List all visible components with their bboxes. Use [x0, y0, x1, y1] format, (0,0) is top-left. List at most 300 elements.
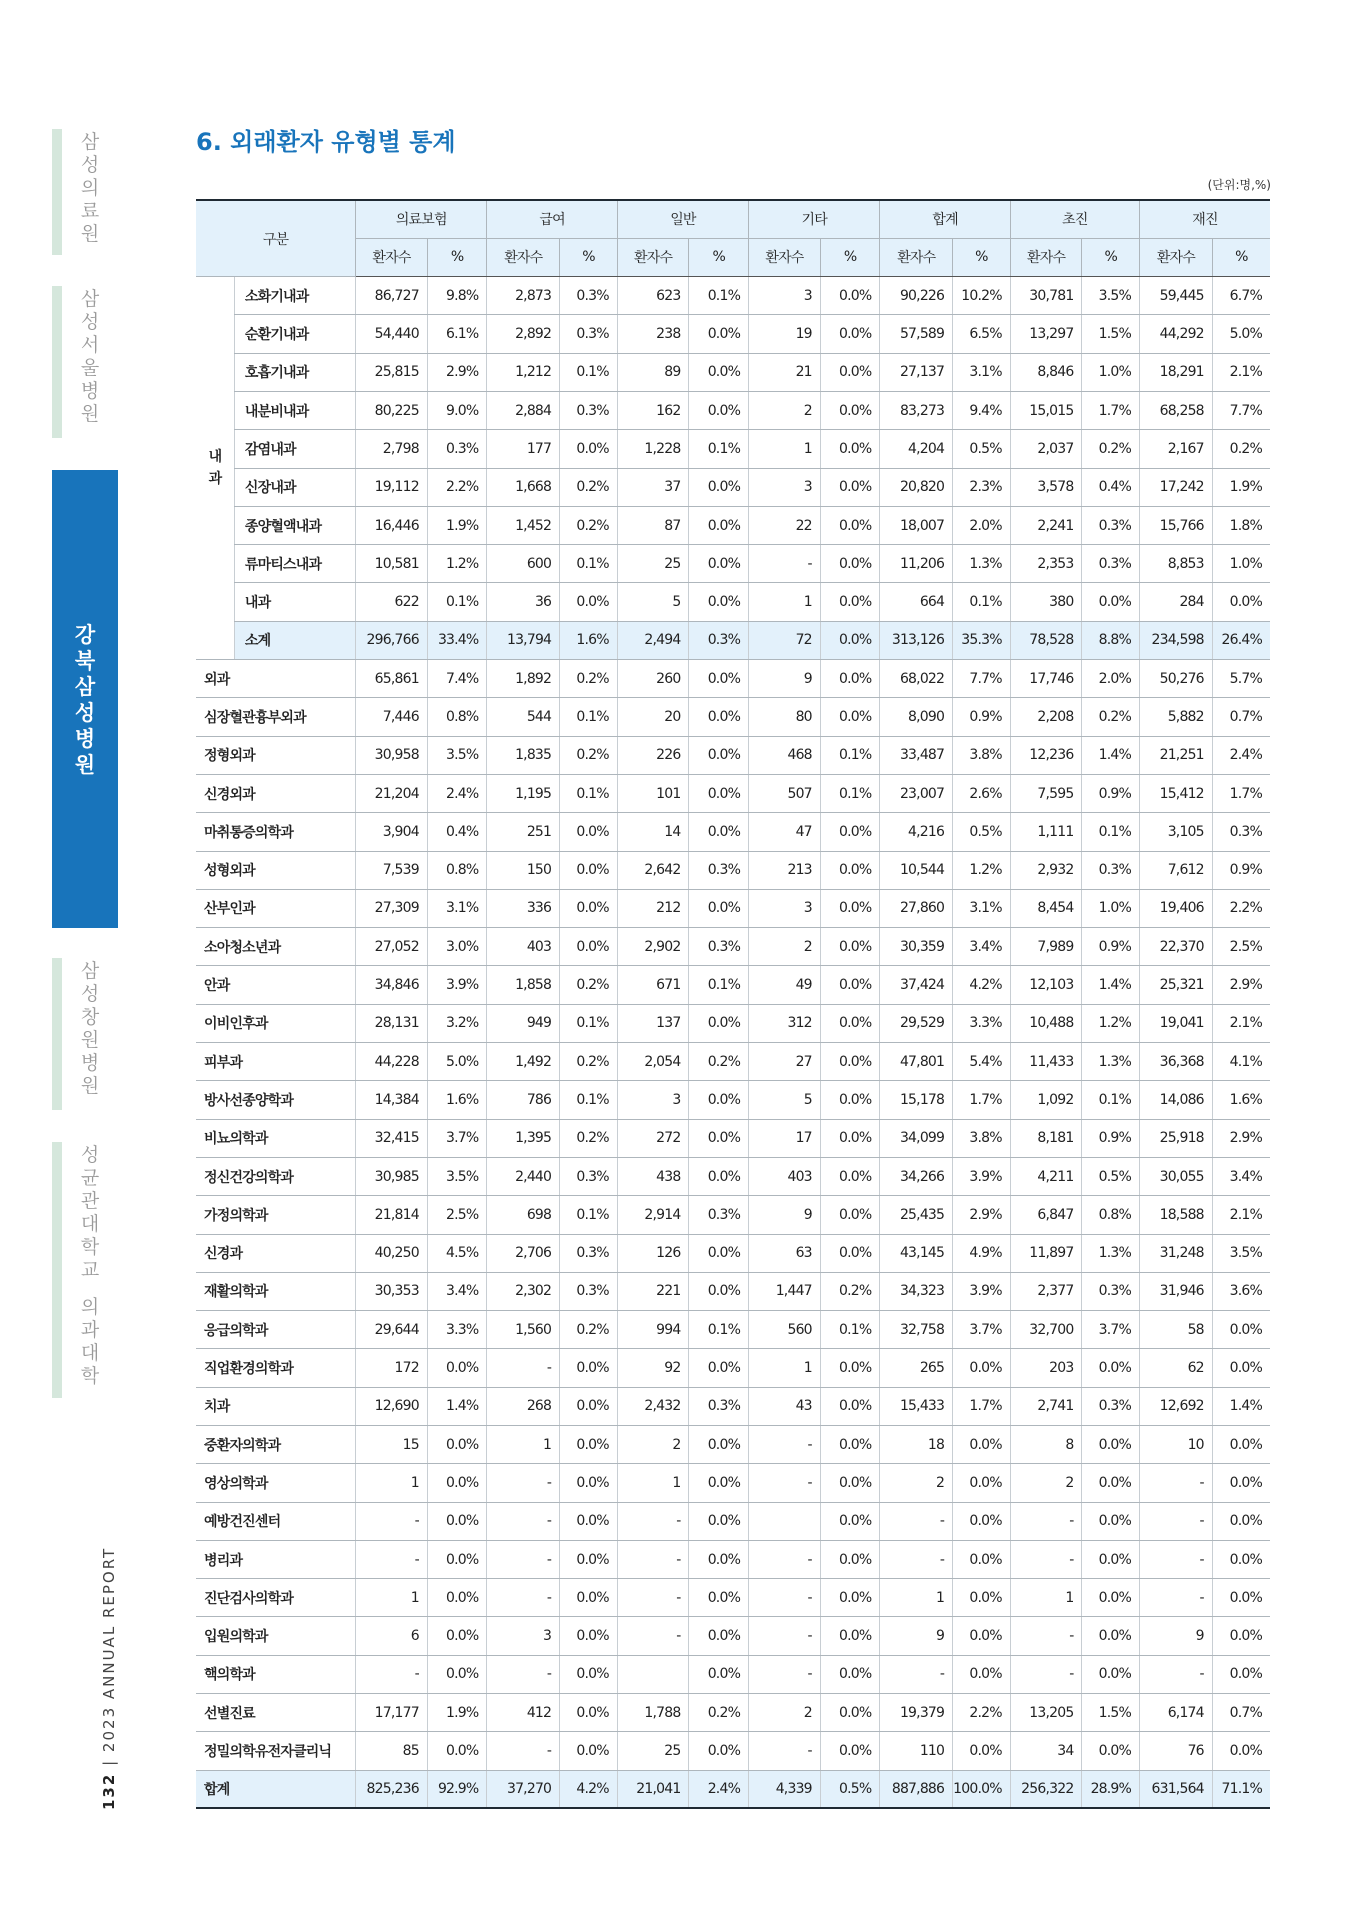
cell-count: 14,086 [1140, 1081, 1213, 1119]
nav-item-kangbuk-samsung-hospital[interactable] [52, 470, 118, 928]
cell-count: 1 [749, 430, 821, 468]
table-body [196, 277, 1270, 1809]
cell-count: 284 [1140, 583, 1213, 621]
header-patient-count: 환자수 [356, 238, 428, 276]
cell-count: 37,270 [487, 1770, 560, 1808]
cell-percent: 0.0% [689, 1272, 749, 1310]
cell-count: 89 [617, 353, 689, 391]
cell-count: 177 [487, 430, 560, 468]
cell-count: 44,292 [1140, 315, 1213, 353]
table-row [196, 851, 1270, 889]
footer-separator: | [100, 1758, 118, 1766]
cell-percent: 1.3% [1082, 1234, 1140, 1272]
cell-count: 110 [880, 1732, 953, 1770]
row-label: 성형외과 [196, 851, 356, 889]
nav-item-label: 삼 성 창 원 병 원 [80, 960, 100, 1097]
page-title: 6. 외래환자 유형별 통계 [196, 128, 456, 156]
cell-percent: 0.0% [820, 1464, 880, 1502]
cell-count: 2,440 [487, 1157, 560, 1195]
cell-count: 825,236 [356, 1770, 428, 1808]
table-row [196, 1119, 1270, 1157]
row-label: 호흡기내과 [234, 353, 355, 391]
cell-count: 203 [1010, 1349, 1082, 1387]
row-label: 직업환경의학과 [196, 1349, 356, 1387]
cell-count: 12,236 [1010, 736, 1082, 774]
cell-percent: 0.0% [1082, 1426, 1140, 1464]
cell-percent: 0.3% [1082, 851, 1140, 889]
cell-percent: 0.8% [427, 851, 487, 889]
cell-percent: 71.1% [1212, 1770, 1270, 1808]
cell-percent: 0.0% [953, 1464, 1011, 1502]
cell-percent: 0.0% [820, 1043, 880, 1081]
cell-count: 212 [617, 889, 689, 927]
cell-percent: 0.0% [689, 1081, 749, 1119]
cell-count: 65,861 [356, 660, 428, 698]
cell-percent: 0.3% [1212, 813, 1270, 851]
cell-percent: 0.0% [1212, 1426, 1270, 1464]
cell-count: 1,212 [487, 353, 560, 391]
row-label: 정신건강의학과 [196, 1157, 356, 1195]
nav-item-label: 삼 성 서 울 병 원 [80, 288, 100, 425]
cell-count: 50,276 [1140, 660, 1213, 698]
cell-percent: 0.0% [1082, 1579, 1140, 1617]
nav-item-samsung-seoul-hospital[interactable] [52, 286, 118, 438]
cell-percent: 0.0% [1082, 583, 1140, 621]
header-group: 합계 [880, 200, 1010, 238]
cell-count: 3,105 [1140, 813, 1213, 851]
cell-percent: 0.2% [560, 1119, 618, 1157]
cell-count: 4,211 [1010, 1157, 1082, 1195]
cell-percent: 0.1% [689, 430, 749, 468]
cell-percent: 4.2% [953, 966, 1011, 1004]
nav-item-skku-medicine[interactable] [52, 1142, 118, 1398]
cell-count: 13,205 [1010, 1694, 1082, 1732]
cell-percent: 0.0% [689, 1579, 749, 1617]
cell-percent: 0.0% [820, 1157, 880, 1195]
cell-percent: 0.3% [1082, 1272, 1140, 1310]
cell-count: 8,181 [1010, 1119, 1082, 1157]
cell-count: 10,544 [880, 851, 953, 889]
cell-count: 1,788 [617, 1694, 689, 1732]
row-label: 진단검사의학과 [196, 1579, 356, 1617]
cell-percent: 3.9% [953, 1157, 1011, 1195]
cell-count: 7,612 [1140, 851, 1213, 889]
cell-percent: 7.7% [1212, 391, 1270, 429]
cell-count: 887,886 [880, 1770, 953, 1808]
row-label: 소계 [234, 621, 355, 659]
cell-percent: 26.4% [1212, 621, 1270, 659]
cell-count: 631,564 [1140, 1770, 1213, 1808]
cell-percent: 0.1% [953, 583, 1011, 621]
table-row [196, 966, 1270, 1004]
cell-count: 25,321 [1140, 966, 1213, 1004]
cell-percent: 3.3% [427, 1311, 487, 1349]
cell-percent: 0.9% [953, 698, 1011, 736]
table-row [196, 1617, 1270, 1655]
cell-count: - [1010, 1502, 1082, 1540]
table-row [196, 545, 1270, 583]
row-label: 정밀의학유전자클리닉 [196, 1732, 356, 1770]
cell-count: 126 [617, 1234, 689, 1272]
cell-percent: 0.0% [689, 1157, 749, 1195]
cell-count: 1,560 [487, 1311, 560, 1349]
table-header [196, 200, 1270, 277]
cell-count: 8,090 [880, 698, 953, 736]
cell-count: 57,589 [880, 315, 953, 353]
cell-count: 2,798 [356, 430, 428, 468]
cell-count: - [749, 1579, 821, 1617]
cell-count: - [749, 1426, 821, 1464]
cell-count: 994 [617, 1311, 689, 1349]
cell-count: - [749, 1464, 821, 1502]
cell-count: 31,248 [1140, 1234, 1213, 1272]
cell-percent: 0.1% [689, 966, 749, 1004]
cell-count: 25,815 [356, 353, 428, 391]
cell-count: 2,241 [1010, 506, 1082, 544]
cell-percent: 0.0% [689, 353, 749, 391]
cell-count: 1,111 [1010, 813, 1082, 851]
cell-percent: 0.0% [953, 1732, 1011, 1770]
cell-count: 19 [749, 315, 821, 353]
cell-percent: 0.0% [560, 1579, 618, 1617]
cell-count: 2,706 [487, 1234, 560, 1272]
row-label: 안과 [196, 966, 356, 1004]
cell-count: 43,145 [880, 1234, 953, 1272]
cell-percent: 0.9% [1082, 1119, 1140, 1157]
nav-item-samsung-changwon-hospital[interactable] [52, 958, 118, 1110]
row-label: 순환기내과 [234, 315, 355, 353]
cell-count: 468 [749, 736, 821, 774]
cell-count: 296,766 [356, 621, 428, 659]
cell-percent: 0.4% [427, 813, 487, 851]
row-label: 영상의학과 [196, 1464, 356, 1502]
table-row [196, 1157, 1270, 1195]
cell-count: 17 [749, 1119, 821, 1157]
outpatient-statistics-table-wrapper [196, 199, 1270, 1809]
cell-count: 2,054 [617, 1043, 689, 1081]
cell-percent: 0.9% [1082, 774, 1140, 812]
row-label: 신장내과 [234, 468, 355, 506]
cell-count: - [617, 1617, 689, 1655]
cell-count: 1,195 [487, 774, 560, 812]
cell-count: 2,377 [1010, 1272, 1082, 1310]
cell-percent: 0.0% [1082, 1349, 1140, 1387]
cell-count: 2 [749, 391, 821, 429]
header-percent: % [560, 238, 618, 276]
cell-percent: 0.0% [689, 583, 749, 621]
cell-count: 19,041 [1140, 1004, 1213, 1042]
cell-percent: 0.0% [820, 928, 880, 966]
cell-percent: 0.5% [820, 1770, 880, 1808]
nav-indicator-bar [52, 286, 62, 438]
cell-count: 15 [356, 1426, 428, 1464]
cell-count: - [1140, 1579, 1213, 1617]
cell-count: 5,882 [1140, 698, 1213, 736]
cell-percent: 0.0% [820, 660, 880, 698]
cell-count: 9 [880, 1617, 953, 1655]
cell-percent: 7.7% [953, 660, 1011, 698]
cell-count: 80,225 [356, 391, 428, 429]
cell-count: - [487, 1349, 560, 1387]
cell-count: 172 [356, 1349, 428, 1387]
cell-count: 30,055 [1140, 1157, 1213, 1195]
cell-percent: 0.1% [820, 736, 880, 774]
cell-percent: 0.0% [689, 1502, 749, 1540]
cell-percent: 0.0% [560, 1617, 618, 1655]
cell-percent: 2.9% [1212, 966, 1270, 1004]
cell-percent: 0.3% [689, 1387, 749, 1425]
cell-percent: 0.0% [953, 1540, 1011, 1578]
cell-percent: 0.9% [1212, 851, 1270, 889]
total-row [196, 1770, 1270, 1808]
cell-count: 62 [1140, 1349, 1213, 1387]
cell-count: 1 [356, 1579, 428, 1617]
cell-count: 30,958 [356, 736, 428, 774]
row-label: 병리과 [196, 1540, 356, 1578]
cell-percent: 3.7% [1082, 1311, 1140, 1349]
cell-count: 312 [749, 1004, 821, 1042]
cell-count: 3,904 [356, 813, 428, 851]
cell-count: 1,835 [487, 736, 560, 774]
cell-count: - [880, 1540, 953, 1578]
header-patient-count: 환자수 [880, 238, 953, 276]
cell-percent: 1.9% [427, 1694, 487, 1732]
cell-count: 10,488 [1010, 1004, 1082, 1042]
cell-percent: 0.0% [560, 430, 618, 468]
row-label: 응급의학과 [196, 1311, 356, 1349]
cell-percent: 0.0% [820, 966, 880, 1004]
cell-count: 14,384 [356, 1081, 428, 1119]
cell-count: - [617, 1579, 689, 1617]
cell-count: 949 [487, 1004, 560, 1042]
cell-count: 47 [749, 813, 821, 851]
cell-percent: 0.0% [689, 889, 749, 927]
header-percent: % [689, 238, 749, 276]
cell-percent: 0.0% [560, 1502, 618, 1540]
cell-count: 37 [617, 468, 689, 506]
cell-percent: 0.1% [820, 1311, 880, 1349]
table-row [196, 353, 1270, 391]
nav-indicator-bar [52, 958, 62, 1110]
table-row [196, 1349, 1270, 1387]
table-row [196, 813, 1270, 851]
cell-count: 43 [749, 1387, 821, 1425]
cell-percent: 0.1% [689, 277, 749, 315]
cell-percent: 2.4% [427, 774, 487, 812]
cell-count: 1 [880, 1579, 953, 1617]
header-percent: % [1212, 238, 1270, 276]
cell-count: 2,932 [1010, 851, 1082, 889]
cell-percent: 2.1% [1212, 353, 1270, 391]
cell-count: - [880, 1502, 953, 1540]
cell-percent: 2.5% [427, 1196, 487, 1234]
cell-count: 623 [617, 277, 689, 315]
cell-percent: 0.0% [560, 1694, 618, 1732]
cell-count: 20 [617, 698, 689, 736]
cell-count: 78,528 [1010, 621, 1082, 659]
cell-percent: 0.0% [560, 1387, 618, 1425]
header-patient-count: 환자수 [749, 238, 821, 276]
cell-count: 36 [487, 583, 560, 621]
cell-count: 68,258 [1140, 391, 1213, 429]
cell-percent: 0.0% [560, 1540, 618, 1578]
row-label: 이비인후과 [196, 1004, 356, 1042]
cell-percent: 0.0% [689, 315, 749, 353]
cell-percent: 1.4% [1082, 966, 1140, 1004]
cell-percent: 0.0% [953, 1655, 1011, 1693]
cell-count: - [617, 1502, 689, 1540]
cell-count: 380 [1010, 583, 1082, 621]
cell-count: 671 [617, 966, 689, 1004]
cell-count: 234,598 [1140, 621, 1213, 659]
cell-count: 1 [1010, 1579, 1082, 1617]
cell-percent: 0.2% [1082, 430, 1140, 468]
row-label: 마취통증의학과 [196, 813, 356, 851]
cell-count [617, 1655, 689, 1693]
cell-count: 14 [617, 813, 689, 851]
cell-count: 33,487 [880, 736, 953, 774]
cell-percent: 0.0% [1212, 1311, 1270, 1349]
cell-count: 2,302 [487, 1272, 560, 1310]
cell-percent: 3.4% [427, 1272, 487, 1310]
cell-count: 150 [487, 851, 560, 889]
cell-percent: 0.8% [1082, 1196, 1140, 1234]
cell-count: 40,250 [356, 1234, 428, 1272]
cell-count: - [749, 1617, 821, 1655]
cell-count: 313,126 [880, 621, 953, 659]
cell-count: 54,440 [356, 315, 428, 353]
cell-percent: 0.0% [820, 430, 880, 468]
cell-percent: 0.0% [560, 583, 618, 621]
cell-percent: 0.0% [560, 1464, 618, 1502]
cell-count: 8,454 [1010, 889, 1082, 927]
cell-count: 7,595 [1010, 774, 1082, 812]
cell-percent: 0.2% [1212, 430, 1270, 468]
cell-count: - [1140, 1540, 1213, 1578]
cell-count: 1 [749, 1349, 821, 1387]
cell-percent: 0.5% [1082, 1157, 1140, 1195]
cell-count: 13,297 [1010, 315, 1082, 353]
cell-percent: 2.2% [1212, 889, 1270, 927]
cell-count: 32,700 [1010, 1311, 1082, 1349]
cell-count: 15,766 [1140, 506, 1213, 544]
cell-count: 27,137 [880, 353, 953, 391]
cell-count: 34 [1010, 1732, 1082, 1770]
cell-count: 32,758 [880, 1311, 953, 1349]
cell-count: - [487, 1540, 560, 1578]
cell-count: 272 [617, 1119, 689, 1157]
cell-percent: 0.0% [820, 1004, 880, 1042]
cell-percent: 0.0% [820, 621, 880, 659]
cell-percent: 0.0% [820, 468, 880, 506]
header-corner: 구분 [196, 200, 356, 277]
cell-percent: 3.1% [953, 353, 1011, 391]
cell-percent: 1.7% [953, 1081, 1011, 1119]
cell-count: 27,860 [880, 889, 953, 927]
row-group-label: 내 과 [196, 277, 234, 660]
cell-percent: 0.1% [560, 545, 618, 583]
cell-percent: 92.9% [427, 1770, 487, 1808]
row-label: 입원의학과 [196, 1617, 356, 1655]
cell-percent: 0.3% [689, 851, 749, 889]
cell-count: 3 [749, 277, 821, 315]
row-label: 치과 [196, 1387, 356, 1425]
cell-percent: 3.5% [427, 1157, 487, 1195]
table-row [196, 1502, 1270, 1540]
cell-count: 2,167 [1140, 430, 1213, 468]
cell-percent: 2.9% [1212, 1119, 1270, 1157]
cell-count: 265 [880, 1349, 953, 1387]
cell-percent: 3.5% [1082, 277, 1140, 315]
cell-count: 1,452 [487, 506, 560, 544]
cell-percent: 1.5% [1082, 1694, 1140, 1732]
nav-item-label: 삼 성 의 료 원 [80, 131, 100, 245]
cell-percent: 0.0% [689, 698, 749, 736]
cell-count: 11,206 [880, 545, 953, 583]
cell-count: 9 [749, 1196, 821, 1234]
cell-count: - [1140, 1655, 1213, 1693]
table-row [196, 660, 1270, 698]
table-row [196, 1272, 1270, 1310]
cell-percent: 9.4% [953, 391, 1011, 429]
cell-percent: 3.9% [427, 966, 487, 1004]
table-row [196, 1081, 1270, 1119]
row-label: 재활의학과 [196, 1272, 356, 1310]
cell-count [749, 1502, 821, 1540]
cell-count: 17,177 [356, 1694, 428, 1732]
cell-percent: 0.0% [820, 1540, 880, 1578]
cell-percent: 1.9% [1212, 468, 1270, 506]
cell-count: 80 [749, 698, 821, 736]
cell-count: 8 [1010, 1426, 1082, 1464]
cell-percent: 1.6% [560, 621, 618, 659]
cell-percent: 0.0% [820, 277, 880, 315]
cell-percent: 0.2% [560, 660, 618, 698]
cell-percent: 1.8% [1212, 506, 1270, 544]
nav-item-samsung-medical-center[interactable] [52, 129, 118, 255]
table-row [196, 430, 1270, 468]
cell-count: 30,985 [356, 1157, 428, 1195]
cell-count: 34,266 [880, 1157, 953, 1195]
row-label: 선별진료 [196, 1694, 356, 1732]
cell-count: 29,529 [880, 1004, 953, 1042]
cell-percent: 3.5% [1212, 1234, 1270, 1272]
row-label: 소아청소년과 [196, 928, 356, 966]
cell-percent: 0.0% [953, 1502, 1011, 1540]
cell-percent: 0.0% [427, 1464, 487, 1502]
table-row [196, 1464, 1270, 1502]
cell-count: - [1140, 1464, 1213, 1502]
cell-count: 13,794 [487, 621, 560, 659]
cell-count: 63 [749, 1234, 821, 1272]
cell-count: 226 [617, 736, 689, 774]
cell-count: - [749, 1655, 821, 1693]
cell-count: 4,339 [749, 1770, 821, 1808]
cell-percent: 0.3% [689, 1196, 749, 1234]
cell-count: 17,242 [1140, 468, 1213, 506]
cell-count: 1,492 [487, 1043, 560, 1081]
cell-count: 1,092 [1010, 1081, 1082, 1119]
cell-count: 19,112 [356, 468, 428, 506]
cell-percent: 0.5% [953, 430, 1011, 468]
table-row [196, 583, 1270, 621]
cell-percent: 5.4% [953, 1043, 1011, 1081]
cell-count: 2,432 [617, 1387, 689, 1425]
cell-count: 19,379 [880, 1694, 953, 1732]
cell-count: 6,174 [1140, 1694, 1213, 1732]
cell-count: 25 [617, 545, 689, 583]
cell-percent: 3.5% [427, 736, 487, 774]
